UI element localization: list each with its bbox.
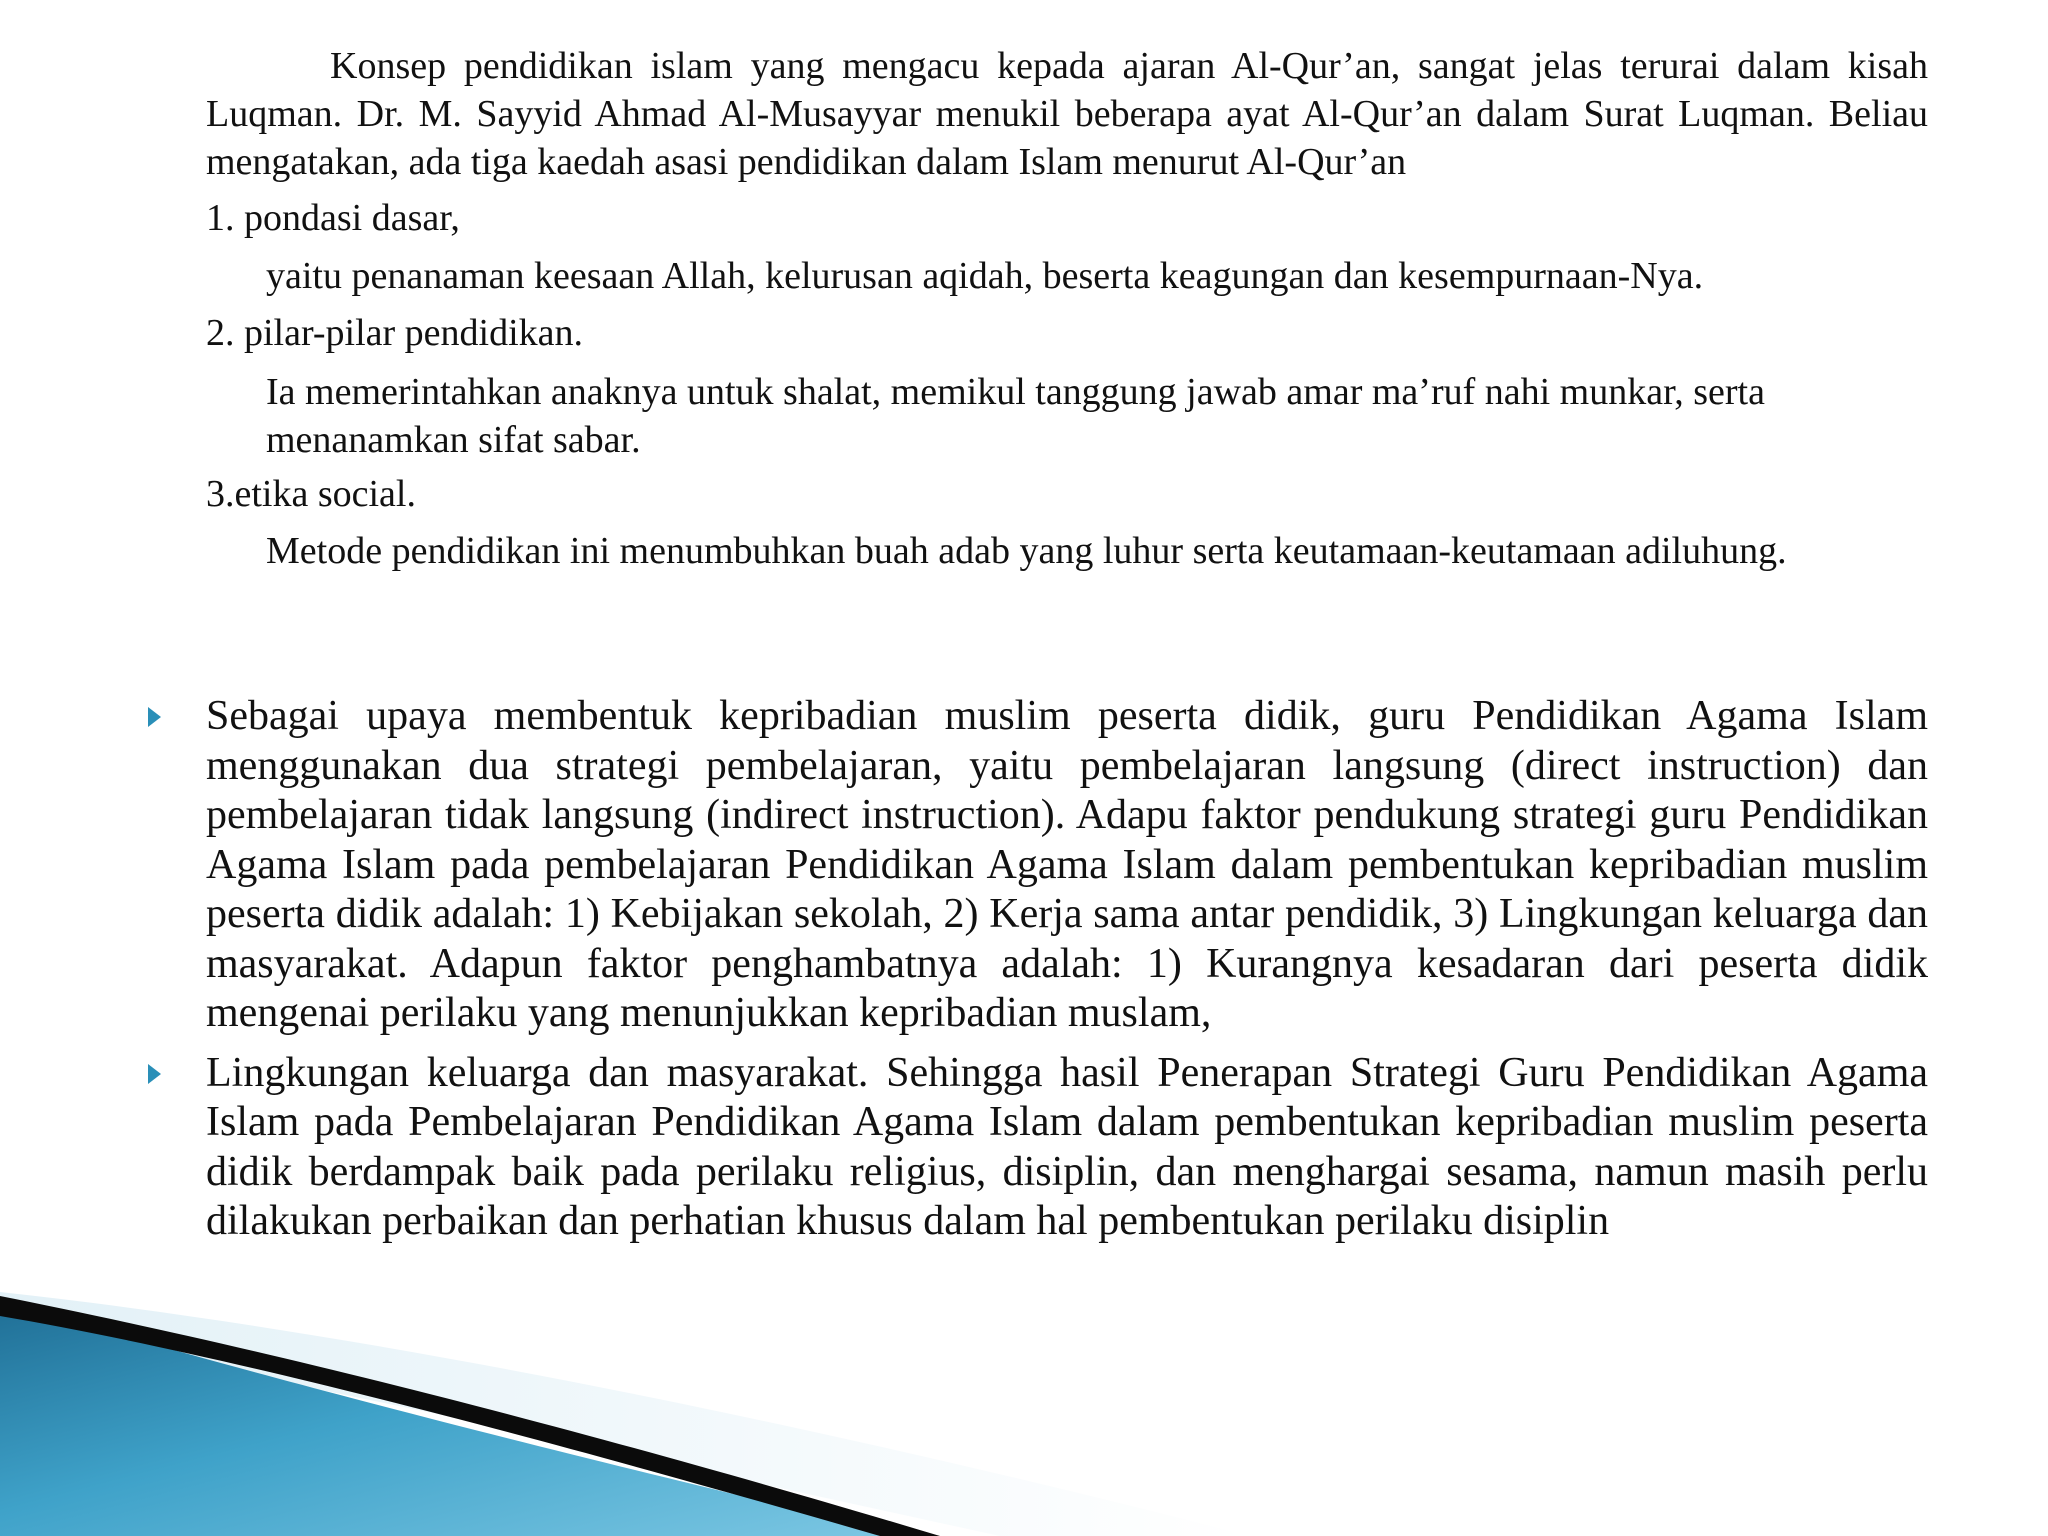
item-2-body: Ia memerintahkan anaknya untuk shalat, memikul tanggung jawab amar ma’ruf nahi munkar, serta menanamkan sifat sabar.: [266, 371, 1765, 461]
bullet-text: Sebagai upaya membentuk kepribadian muslim peserta didik, guru Pendidikan Agama Islam menggunakan dua strategi pembelajaran, yaitu pembelajaran langsung (direct instruction) dan pembelajaran tidak langsung (indirect instruction). Adapu faktor pendukung strategi guru Pendidikan Agama Islam pada pembelajaran Pendidikan Agama Islam dalam pembentukan kepribadian muslim peserta didik adalah: 1) Kebijakan sekolah, 2) Kerja sama antar pendidik, 3) Lingkungan keluarga dan masyarakat. Adapun faktor penghambatnya adalah: 1) Kurangnya kesadaran dari peserta didik mengenai perilaku yang menunjukkan kepribadian muslam,: [206, 693, 1928, 1036]
triangle-bullet-icon: [148, 1064, 161, 1084]
bullet-item: [148, 1049, 1928, 1247]
item-2-heading: 2. pilar-pilar pendidikan.: [206, 312, 584, 354]
item-3-heading: 3.etika social.: [206, 473, 416, 515]
item-1-heading: 1. pondasi dasar,: [206, 197, 460, 239]
bullet-list: [148, 692, 1928, 1257]
item-3-body: Metode pendidikan ini menumbuhkan buah adab yang luhur serta keutamaan-keutamaan adiluhung.: [266, 530, 1787, 572]
triangle-bullet-icon: [148, 707, 161, 727]
bullet-text: Lingkungan keluarga dan masyarakat. Sehingga hasil Penerapan Strategi Guru Pendidikan Agama Islam pada Pembelajaran Pendidikan Agama Islam dalam pembentukan kepribadian muslim peserta didik berdampak baik pada perilaku religius, disiplin, dan menghargai sesama, namun masih perlu dilakukan perbaikan dan perhatian khusus dalam hal pembentukan perilaku disiplin: [206, 1049, 1928, 1244]
bullet-item: [148, 692, 1928, 1039]
item-1-body: yaitu penanaman keesaan Allah, kelurusan aqidah, beserta keagungan dan kesempurnaan-Nya.: [266, 255, 1704, 297]
intro-paragraph: Konsep pendidikan islam yang mengacu kepada ajaran Al-Qur’an, sangat jelas terurai dalam kisah Luqman. Dr. M. Sayyid Ahmad Al-Musayyar menukil beberapa ayat Al-Qur’an dalam Surat Luqman. Beliau mengatakan, ada tiga kaedah asasi pendidikan dalam Islam menurut Al-Qur’an: [206, 45, 1928, 183]
